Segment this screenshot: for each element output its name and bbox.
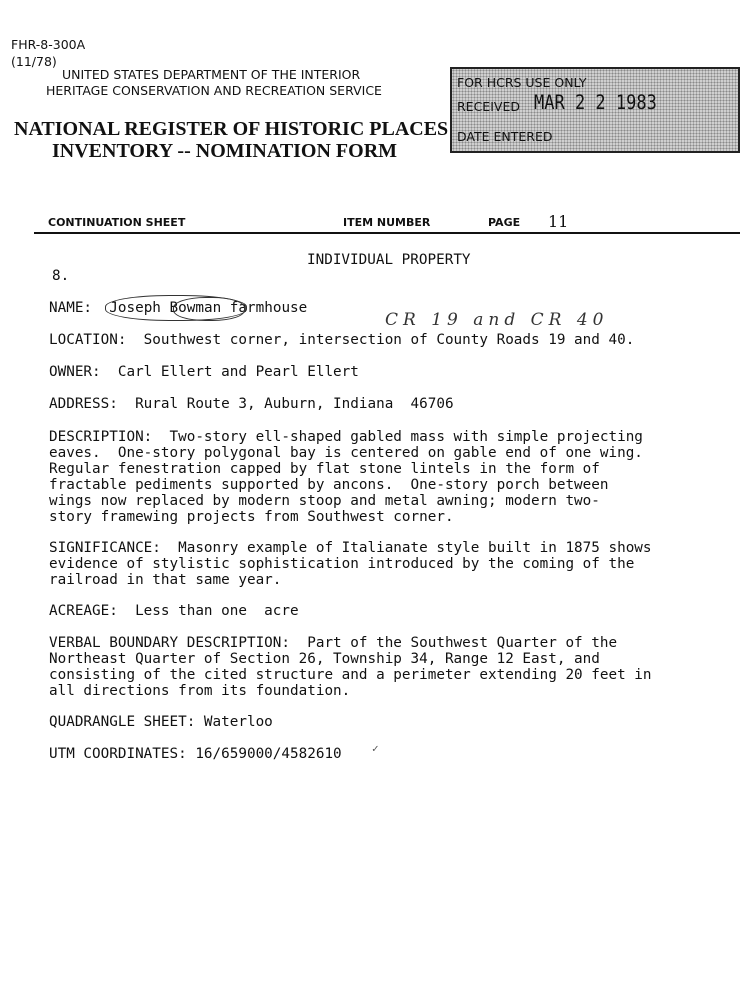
item-number-label: ITEM NUMBER — [343, 216, 431, 229]
boundary-line: all directions from its foundation. — [49, 683, 351, 699]
item-number-value: 8. — [52, 268, 70, 284]
description-block — [49, 429, 643, 525]
stamp-date-entered-label: DATE ENTERED — [457, 129, 553, 144]
acreage-line: ACREAGE: Less than one acre — [49, 603, 299, 619]
stamp-use-only: FOR HCRS USE ONLY — [457, 75, 587, 90]
header-divider — [34, 232, 740, 234]
handwritten-circle-surname — [173, 297, 245, 321]
significance-line: railroad in that same year. — [49, 572, 282, 588]
boundary-block — [49, 635, 652, 699]
significance-line: SIGNIFICANCE: Masonry example of Italianate style built in 1875 shows — [49, 540, 652, 556]
boundary-line: VERBAL BOUNDARY DESCRIPTION: Part of the Southwest Quarter of the — [49, 635, 618, 651]
quadrangle-line: QUADRANGLE SHEET: Waterloo — [49, 714, 273, 730]
boundary-line: consisting of the cited structure and a perimeter extending 20 feet in — [49, 667, 652, 683]
form-title-line-2: INVENTORY -- NOMINATION FORM — [52, 140, 398, 162]
page-number: 11 — [548, 212, 569, 231]
owner-line: OWNER: Carl Ellert and Pearl Ellert — [49, 364, 359, 380]
significance-line: evidence of stylistic sophistication introduced by the coming of the — [49, 556, 635, 572]
section-heading: INDIVIDUAL PROPERTY — [307, 252, 471, 268]
name-rest: farmhouse — [229, 300, 308, 316]
description-line: DESCRIPTION: Two-story ell-shaped gabled mass with simple projecting — [49, 429, 643, 445]
description-line: Regular fenestration capped by flat stone lintels in the form of — [49, 461, 600, 477]
description-line: wings now replaced by modern stoop and metal awning; modern two- — [49, 493, 600, 509]
significance-block — [49, 540, 652, 588]
description-line: fractable pediments supported by ancons. One-story porch between — [49, 477, 609, 493]
form-number: FHR-8-300A — [11, 37, 86, 52]
page-label: PAGE — [488, 216, 521, 229]
name-last: Bowman — [169, 300, 222, 316]
agency-line-1: UNITED STATES DEPARTMENT OF THE INTERIOR — [62, 67, 361, 82]
continuation-sheet-label: CONTINUATION SHEET — [48, 216, 186, 229]
handwritten-note: CR 19 and CR 40 — [385, 310, 609, 330]
name-first: Joseph — [109, 300, 161, 316]
stamp-received-date: MAR 2 2 1983 — [534, 91, 657, 115]
check-mark-icon: ✓ — [372, 742, 379, 755]
boundary-line: Northeast Quarter of Section 26, Township 34, Range 12 East, and — [49, 651, 600, 667]
hcrs-use-only-stamp — [450, 67, 740, 153]
name-label: NAME: — [49, 300, 93, 316]
utm-line: UTM COORDINATES: 16/659000/4582610 — [49, 746, 342, 762]
description-line: eaves. One-story polygonal bay is centered on gable end of one wing. — [49, 445, 643, 461]
form-number-block — [11, 36, 85, 70]
agency-line-2: HERITAGE CONSERVATION AND RECREATION SERVICE — [46, 83, 382, 98]
location-line: LOCATION: Southwest corner, intersection of County Roads 19 and 40. — [49, 332, 635, 348]
description-line: story framewing projects from Southwest corner. — [49, 509, 454, 525]
address-line: ADDRESS: Rural Route 3, Auburn, Indiana 46706 — [49, 396, 454, 412]
stamp-received-label: RECEIVED — [457, 99, 520, 114]
form-title-line-1: NATIONAL REGISTER OF HISTORIC PLACES — [14, 118, 449, 140]
form-date: (11/78) — [11, 54, 57, 69]
